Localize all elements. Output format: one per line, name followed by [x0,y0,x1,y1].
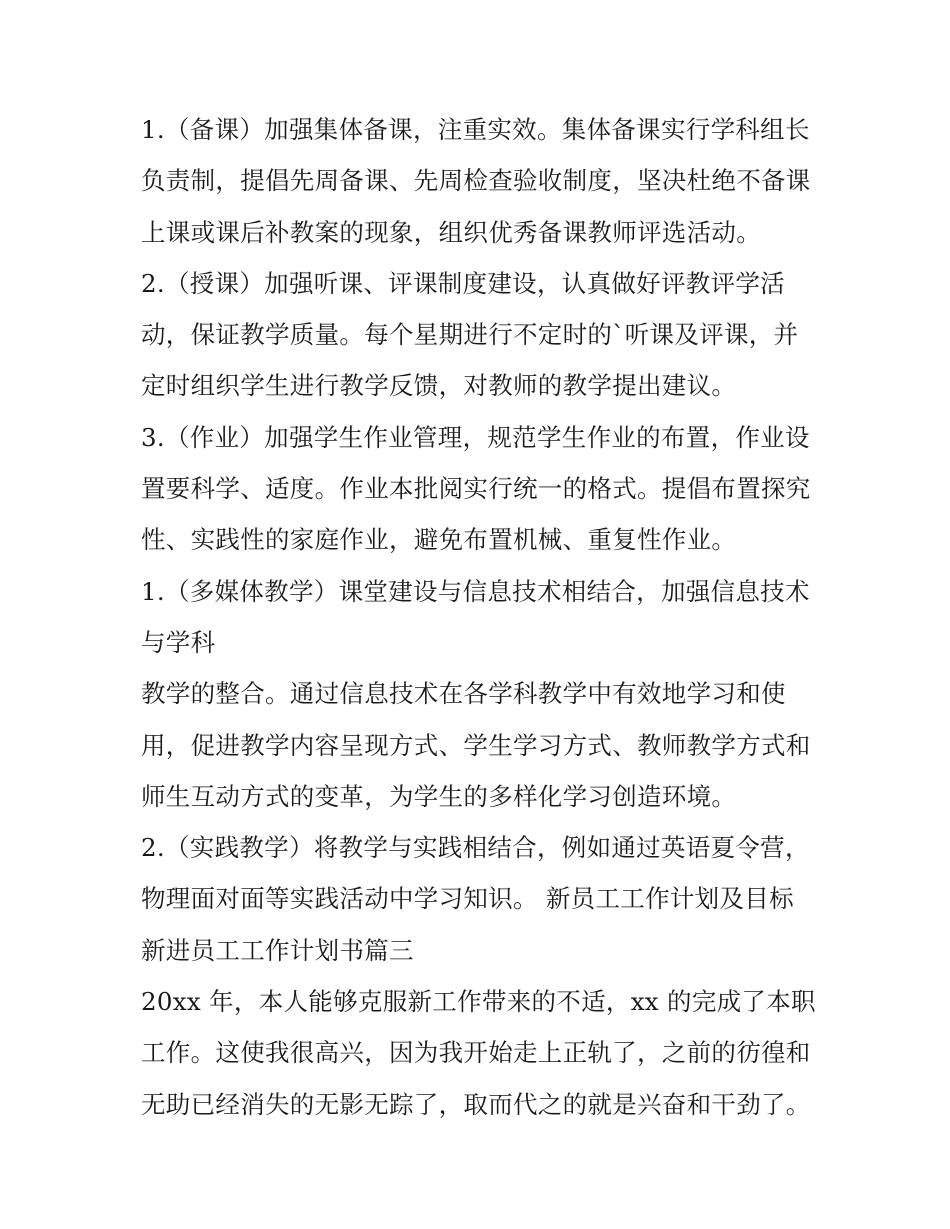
text-line: 1.（多媒体教学）课堂建设与信息技术相结合，加强信息技术 [141,576,810,606]
text-line: 新进员工工作计划书篇三 [141,935,414,965]
text-line: 负责制，提倡先周备课、先周检查验收制度，坚决杜绝不备课 [141,166,811,196]
text-line: 置要科学、适度。作业本批阅实行统一的格式。提倡布置探究 [141,474,811,504]
text-line: 教学的整合。通过信息技术在各学科教学中有效地学习和使 [141,679,786,709]
text-line: 性、实践性的家庭作业，避免布置机械、重复性作业。 [141,525,737,555]
text-line: 用，促进教学内容呈现方式、学生学习方式、教师教学方式和 [141,730,811,760]
text-line: 上课或课后补教案的现象，组织优秀备课教师评选活动。 [141,217,761,247]
text-line: 师生互动方式的变革，为学生的多样化学习创造环境。 [141,781,737,811]
text-line: 无助已经消失的无影无踪了，取而代之的就是兴奋和干劲了。 [141,1089,811,1119]
text-line: 工作。这使我很高兴，因为我开始走上正轨了，之前的彷徨和 [141,1038,811,1068]
text-line: 20xx 年，本人能够克服新工作带来的不适，xx 的完成了本职 [141,987,816,1017]
text-line: 3.（作业）加强学生作业管理，规范学生作业的布置，作业设 [141,422,810,452]
text-line: 定时组织学生进行教学反馈，对教师的教学提出建议。 [141,371,737,401]
text-line: 2.（实践教学）将教学与实践相结合，例如通过英语夏令营， [141,833,810,863]
text-line: 物理面对面等实践活动中学习知识。 新员工工作计划及目标 [141,884,794,914]
text-line: 动，保证教学质量。每个星期进行不定时的`听课及评课，并 [141,320,799,350]
text-line: 与学科 [141,627,216,657]
text-line: 1.（备课）加强集体备课，注重实效。集体备课实行学科组长 [141,115,810,144]
text-line: 2.（授课）加强听课、评课制度建设，认真做好评教评学活 [141,268,785,298]
document-body [141,108,841,1134]
